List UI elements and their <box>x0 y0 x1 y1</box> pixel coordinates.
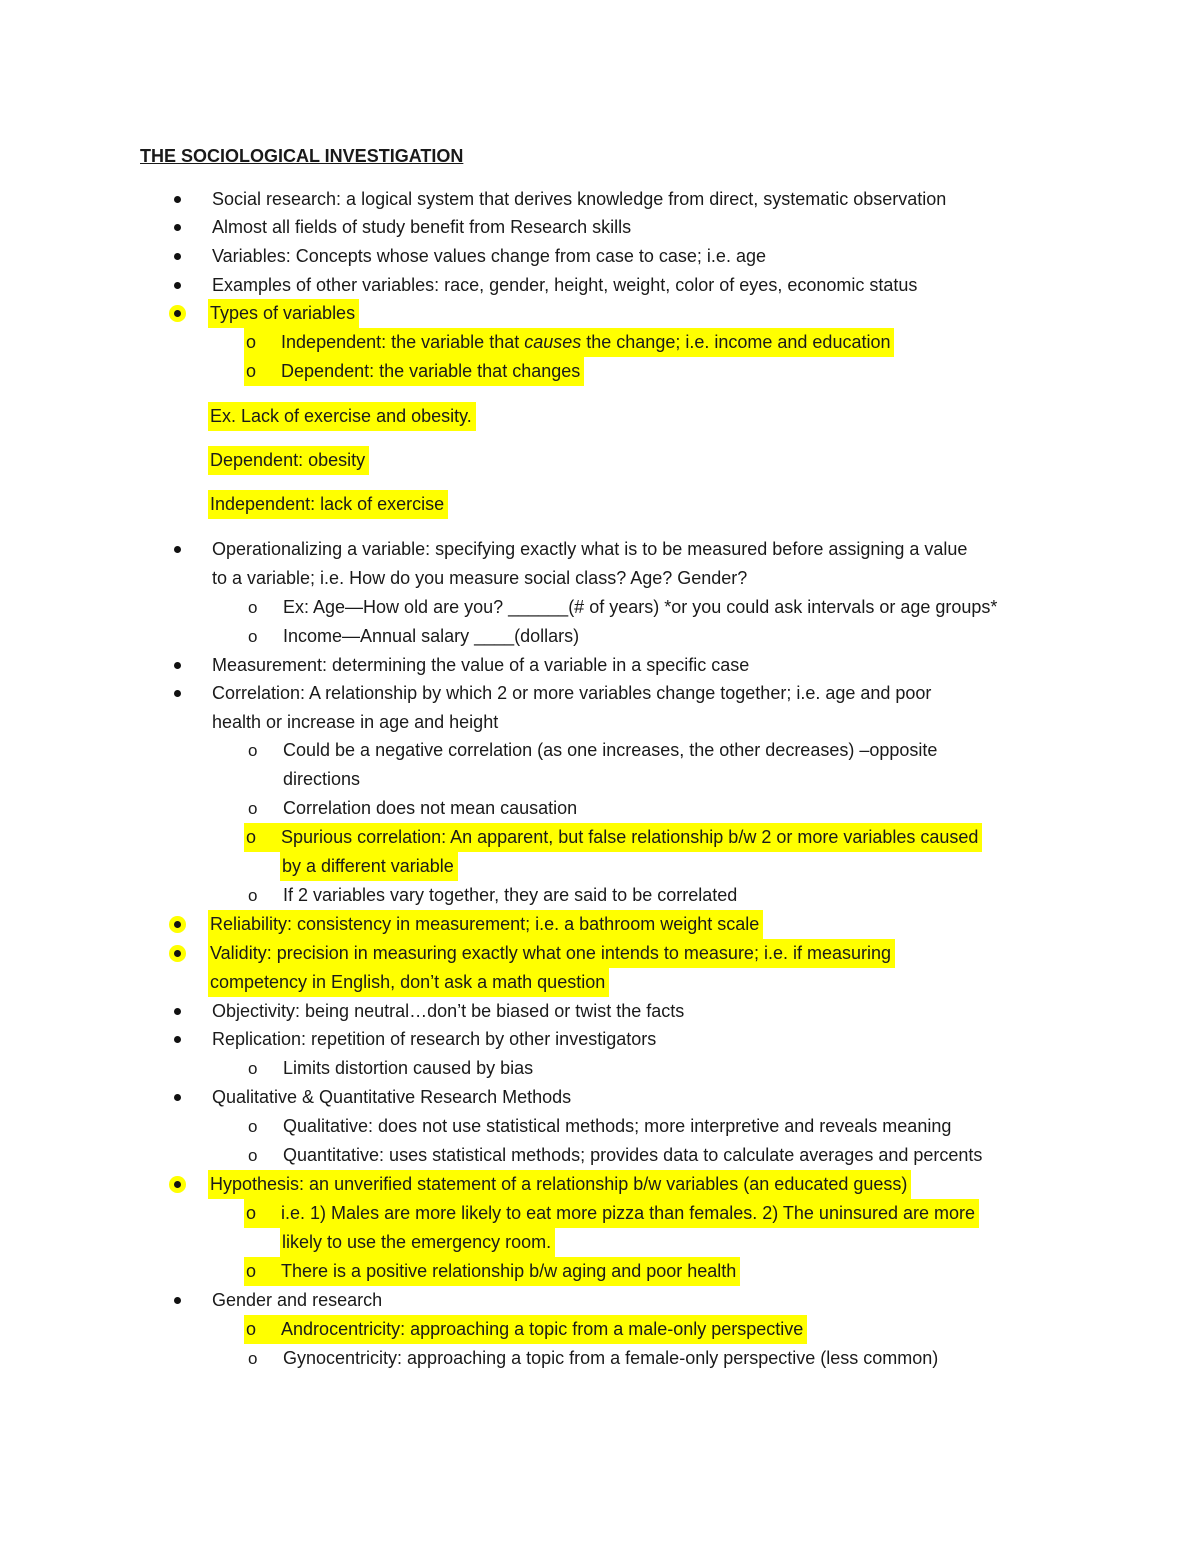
bullet-icon <box>174 1297 181 1304</box>
bullet-icon <box>174 224 181 231</box>
page-title: THE SOCIOLOGICAL INVESTIGATION <box>140 146 464 166</box>
sub-bullet-icon: o <box>248 598 258 617</box>
sub-bullet-icon: o <box>248 799 258 818</box>
sub-bullet-icon: o <box>248 741 258 760</box>
sub-bullet-icon: o <box>248 886 258 905</box>
bullet-icon <box>174 1008 181 1015</box>
bullet-icon <box>174 1181 181 1188</box>
bullet-icon <box>174 310 181 317</box>
sub-list-item-highlight: o There is a positive relationship b/w aging and poor health <box>244 1257 740 1286</box>
bullet-icon <box>174 1094 181 1101</box>
bullet-icon <box>174 196 181 203</box>
sub-bullet-icon: o <box>246 1203 257 1223</box>
bullet-icon <box>174 921 181 928</box>
sub-bullet-icon: o <box>248 1349 258 1368</box>
sub-list-item-highlight: o i.e. 1) Males are more likely to eat more pizza than females. 2) The uninsured are more <box>244 1199 979 1228</box>
bullet-icon <box>174 690 181 697</box>
bullet-icon <box>174 546 181 553</box>
document-page: THE SOCIOLOGICAL INVESTIGATION Social research: a logical system that derives knowledge from direct, systematic observation Almost all fields of study benefit from Research skills Variables: Concepts whose values change from case to case; i.e. age Examples of other variables: race, gender, height, weight, color of eyes, economic status Types of variables o Independent: the variable that causes the change; i.e. income and education o Dependent: the variable that changes Ex. Lack of exercise and obesity. Dependent: obesity Independent: lack of exercise Operationalizing a variable: specifying exactly what is to be measured before assigning a value to a variable; i.e. How do you measure social class? Age? Gender? o Ex: Age—How old are you? ______(# of years) *or you could ask intervals or age groups* o Income—Annual salary ____(dollars) Measurement: determining the value of a variable in a specific case Correlation: A relationship by which 2 or more variables change together; i.e. age and poor health or increase in age and height o Could be a negative correlation (as one increases, the other decreases) –opposite directions o Correlation does not mean causation o Spurious correlation: An apparent, but false relationship b/w 2 or more variables caused by a different variable o If 2 variables vary together, they are said to be correlated Reliability: consistency in measurement; i.e. a bathroom weight scale Validity: precision in measuring exactly what one intends to measure; i.e. if measuring competency in English, don’t ask a math question Objectivity: being neutral…don’t be biased or twist the facts Replication: repetition of research by other investigators o Limits distortion caused by bias Qualitative & Quantitative Research Methods o Qualitative: does not use statistical methods; more interpretive and reveals meaning o Quantitative: uses statistical methods; provides data to calculate averages and percents Hypothesis: an unverified statement of a relationship b/w variables (an educated guess) o i.e. 1) Males are more likely to eat more pizza than females. 2) The uninsured are more likely to use the emergency room. o There is a positive relationship b/w aging and poor health Gender and research o Androcentricity: approaching a topic from a male-only perspective o Gynocentricity: approaching a topic from a female-only perspective (less common) <box>0 0 1200 1553</box>
bullet-icon <box>174 1036 181 1043</box>
sub-bullet-icon: o <box>246 1319 257 1339</box>
bullet-icon <box>174 282 181 289</box>
bullet-icon <box>174 950 181 957</box>
sub-bullet-icon: o <box>248 1059 258 1078</box>
sub-list-item-highlight: o Independent: the variable that causes the change; i.e. income and education <box>244 328 894 357</box>
bullet-icon <box>174 662 181 669</box>
sub-bullet-icon: o <box>248 1146 258 1165</box>
sub-list-item-highlight: o Dependent: the variable that changes <box>244 357 584 386</box>
sub-bullet-icon: o <box>246 332 257 352</box>
bullet-icon <box>174 253 181 260</box>
sub-list-item-highlight: o Androcentricity: approaching a topic from a male-only perspective <box>244 1315 807 1344</box>
sub-bullet-icon: o <box>248 1117 258 1136</box>
sub-bullet-icon: o <box>246 361 257 381</box>
sub-list-item-highlight: o Spurious correlation: An apparent, but false relationship b/w 2 or more variables caused <box>244 823 982 852</box>
sub-bullet-icon: o <box>246 827 257 847</box>
sub-bullet-icon: o <box>246 1261 257 1281</box>
sub-bullet-icon: o <box>248 627 258 646</box>
